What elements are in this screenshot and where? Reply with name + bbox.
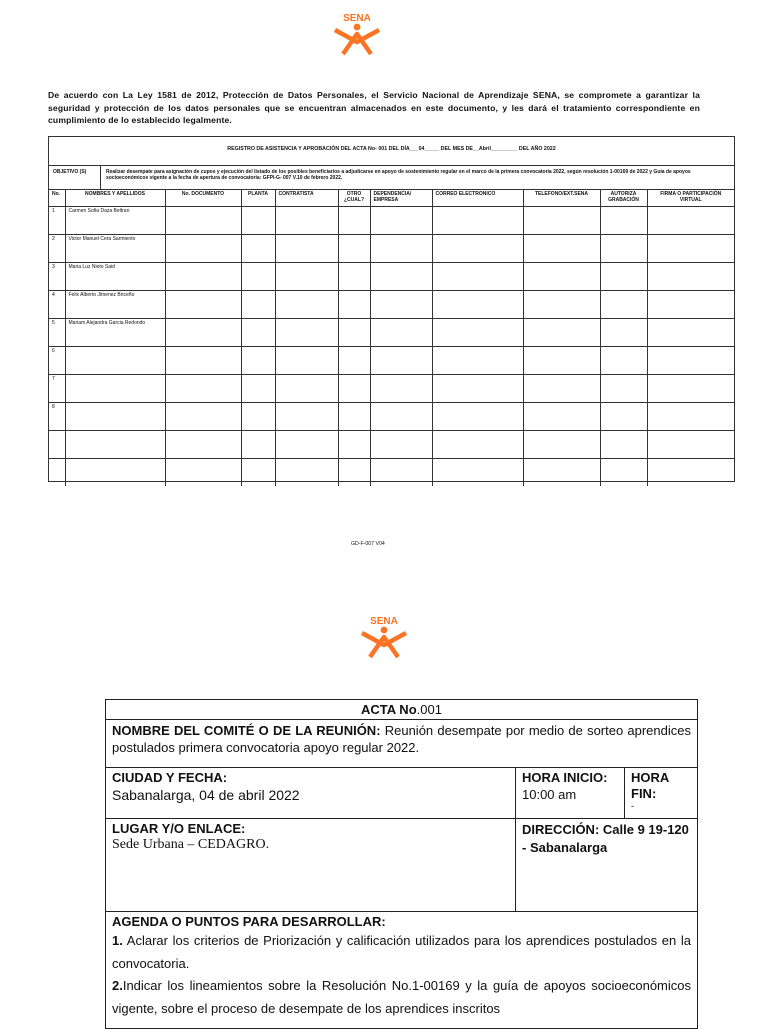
table-row bbox=[49, 263, 734, 291]
acta-number: .001 bbox=[416, 702, 442, 717]
table-row bbox=[49, 431, 734, 459]
col-header: CONTRATISTA bbox=[275, 190, 338, 207]
city-date-value: Sabanalarga, 04 de abril 2022 bbox=[112, 787, 300, 803]
objective-label: OBJETIVO (S) bbox=[53, 169, 87, 175]
sena-logo-text: SENA bbox=[343, 13, 371, 24]
table-header-row bbox=[49, 190, 734, 207]
table-row bbox=[49, 403, 734, 431]
sena-logo bbox=[358, 613, 410, 659]
col-header: TELEFONO/EXT.SENA bbox=[523, 190, 600, 207]
table-row bbox=[49, 235, 734, 263]
agenda-item-text: Aclarar los criterios de Priorización y calificación utilizados para los aprendices postulados en la convocatoria. bbox=[112, 933, 691, 971]
col-header: DEPENDENCIA/ EMPRESA bbox=[370, 190, 432, 207]
table-row bbox=[49, 459, 734, 487]
col-header: FIRMA O PARTICIPACIÓN VIRTUAL bbox=[647, 190, 734, 207]
col-header: PLANTA bbox=[241, 190, 275, 207]
row-number bbox=[49, 431, 65, 459]
col-header: No. bbox=[49, 190, 65, 207]
address-text: DIRECCIÓN: Calle 9 19-120 - Sabanalarga bbox=[522, 822, 689, 855]
acta-title bbox=[106, 700, 697, 720]
agenda-cell bbox=[106, 912, 697, 1028]
row-number: 7 bbox=[49, 375, 65, 403]
table-row bbox=[49, 347, 734, 375]
agenda-item-number: 2. bbox=[112, 978, 123, 993]
attendance-table bbox=[49, 189, 734, 486]
sena-logo bbox=[331, 10, 383, 56]
end-time-label-1: HORA bbox=[631, 770, 670, 785]
place-label: LUGAR Y/O ENLACE: bbox=[112, 821, 246, 836]
agenda-item bbox=[112, 975, 691, 1020]
row-number: 4 bbox=[49, 291, 65, 319]
table-row bbox=[49, 207, 734, 235]
end-time-cell bbox=[625, 768, 697, 819]
row-name: Mariam Alejandra Garcia Redondo bbox=[65, 319, 165, 347]
acta-title-label: ACTA No bbox=[361, 702, 417, 717]
register-title: REGISTRO DE ASISTENCIA Y APROBACIÓN DEL ACTA No- 001 DEL DÍA___04_____ DEL MES DE__Abril_________ DEL AÑO 2022 bbox=[227, 146, 556, 152]
row-name bbox=[65, 403, 165, 431]
table-row bbox=[49, 291, 734, 319]
sena-logo-icon bbox=[331, 10, 383, 56]
row-number: 1 bbox=[49, 207, 65, 235]
table-row bbox=[49, 375, 734, 403]
address-cell bbox=[516, 819, 697, 912]
attendance-register bbox=[48, 136, 735, 482]
meeting-name-cell bbox=[106, 720, 697, 768]
row-name: Maria Luz Nieto Said bbox=[65, 263, 165, 291]
col-header: NOMBRES Y APELLIDOS bbox=[65, 190, 165, 207]
city-date-cell bbox=[106, 768, 516, 819]
col-header: AUTORIZA GRABACIÓN bbox=[600, 190, 647, 207]
row-number: 5 bbox=[49, 319, 65, 347]
meeting-name-label: NOMBRE DEL COMITÉ O DE LA REUNIÓN: bbox=[112, 723, 381, 738]
start-time-label: HORA INICIO: bbox=[522, 770, 608, 785]
row-number: 2 bbox=[49, 235, 65, 263]
start-time-value: 10:00 am bbox=[522, 787, 577, 802]
sena-logo-icon bbox=[358, 613, 410, 659]
row-name: Felix Alberto Jimenez Briceño bbox=[65, 291, 165, 319]
sena-logo-text: SENA bbox=[370, 616, 398, 627]
meeting-name-value: Reunión desempate por medio de sorteo aprendices postulados primera convocatoria apoyo regular 2022. bbox=[112, 723, 691, 755]
place-cell bbox=[106, 819, 516, 912]
row-number: 3 bbox=[49, 263, 65, 291]
table-row bbox=[49, 319, 734, 347]
col-header: OTRO ¿CUAL? bbox=[338, 190, 370, 207]
acta-form bbox=[105, 699, 698, 1029]
row-number bbox=[49, 459, 65, 487]
place-value: Sede Urbana – CEDAGRO. bbox=[112, 837, 270, 852]
col-header: CORREO ELECTRONICO bbox=[432, 190, 523, 207]
agenda-item-text: Indicar los lineamientos sobre la Resolución No.1-00169 y la guía de apoyos socioeconómicos vigente, sobre el proceso de desempate de los aprendices inscritos bbox=[112, 978, 691, 1016]
row-number: 8 bbox=[49, 403, 65, 431]
row-name bbox=[65, 347, 165, 375]
end-time-value: - bbox=[631, 801, 634, 811]
agenda-item-number: 1. bbox=[112, 933, 123, 948]
row-name bbox=[65, 431, 165, 459]
row-name bbox=[65, 375, 165, 403]
end-time-label-2: FIN: bbox=[631, 786, 657, 801]
row-number: 6 bbox=[49, 347, 65, 375]
start-time-cell bbox=[516, 768, 625, 819]
city-date-label: CIUDAD Y FECHA: bbox=[112, 770, 228, 785]
document-code: GD-F-007 V04 bbox=[351, 541, 385, 547]
objective-text: Realizar desempate para asignación de cupos y ejecución del listado de los posibles beneficiarios a adjudicarse en apoyo de sostenimiento regular en el marco de la primera convocatoria 2022, según resolución 1-00169 de 2022 y Guía de apoyos socioeconómicos vigente a la fecha de apertura de convocatoria: GFPI-G- 007 V.10 de febrero 2022. bbox=[106, 169, 691, 182]
agenda-item bbox=[112, 930, 691, 975]
data-protection-notice: De acuerdo con La Ley 1581 de 2012, Protección de Datos Personales, el Servicio Nacional de Aprendizaje SENA, se compromete a garantizar la seguridad y protección de los datos personales que se encuentran almacenados en este documento, y les dará el tratamiento correspondiente en cumplimiento de lo establecido legalmente. bbox=[48, 90, 700, 126]
col-header: No. DOCUMENTO bbox=[165, 190, 241, 207]
row-name: Carmen Sofia Daza Beltran bbox=[65, 207, 165, 235]
row-name: Victor Manuel Cera Sarmiento bbox=[65, 235, 165, 263]
agenda-label: AGENDA O PUNTOS PARA DESARROLLAR: bbox=[112, 914, 386, 929]
objective-row bbox=[49, 165, 734, 190]
row-name bbox=[65, 459, 165, 487]
